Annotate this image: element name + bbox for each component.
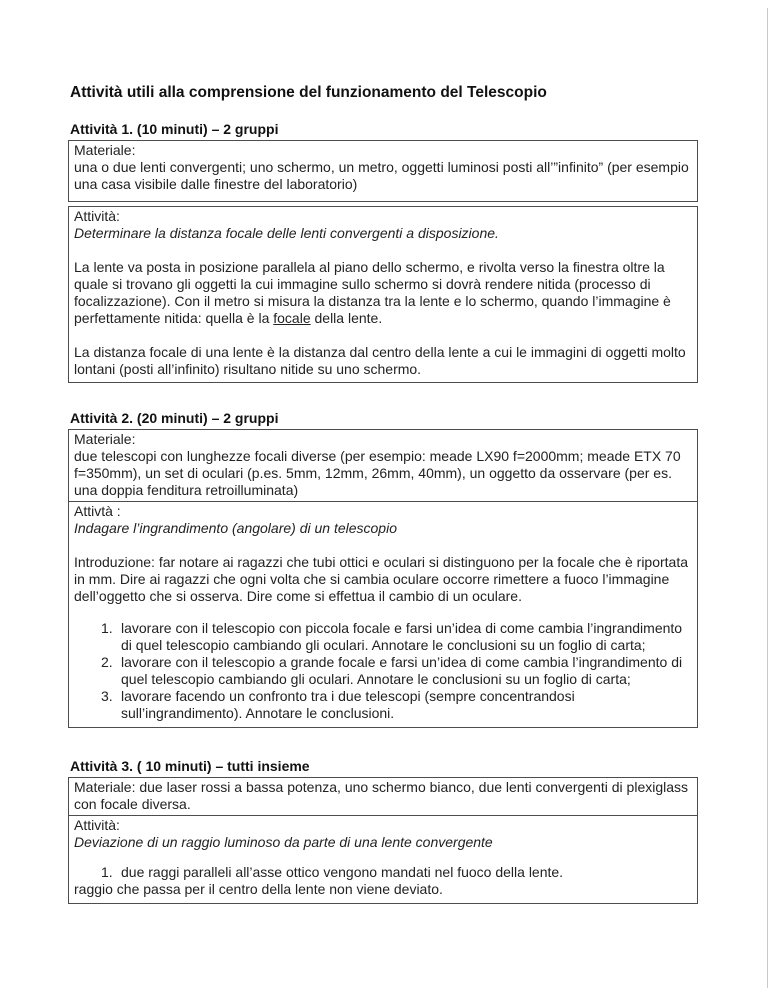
list-item-number: 3. <box>101 688 113 704</box>
activity2-numbered-list <box>74 620 692 722</box>
activity2-intro: Introduzione: far notare ai ragazzi che tubi ottici e oculari si distinguono per la focale che è riportata in mm. Dire ai ragazzi che ogni volta che si cambia oculare occorre rimettere a fuoco l’immagine dell’oggetto che si osserva. Dire come si effettua il cambio di un oculare. <box>74 554 689 604</box>
list-item-number: 1. <box>101 620 113 636</box>
activity3-description: Deviazione di un raggio luminoso da parte di una lente convergente <box>74 834 493 850</box>
list-item-text: lavorare con il telescopio a grande focale e farsi un’idea di come cambia l’ingrandimento di quel telescopio cambiando gli oculari. Annotare le conclusioni su un foglio di carta; <box>121 654 683 687</box>
activity1-paragraph2: La distanza focale di una lente è la distanza dal centro della lente a cui le immagini di oggetti molto lontani (posti all’infinito) risultano nitide su uno schermo. <box>74 344 686 377</box>
activity1-paragraph1-before: La lente va posta in posizione parallela al piano dello schermo, e rivolta verso la finestra oltre la quale si trovano gli oggetti la cui immagine sullo schermo si dovrà rendere nitida (processo di focalizzazione). Con il metro si misura la distanza tra la lente e lo schermo, quando l’immagine è perfettamente nitida: quella è la <box>74 259 671 326</box>
activity2-attivita-row <box>69 501 697 727</box>
activity3-heading: Attività 3. ( 10 minuti) – tutti insieme <box>70 758 310 774</box>
activity3-attivita-label: Attività: <box>74 817 120 833</box>
activity1-attivita-box <box>68 206 698 383</box>
activity1-materiale-box <box>68 140 698 202</box>
activity1-paragraph1-after: della lente. <box>310 310 383 326</box>
activity2-materiale-label: Materiale: <box>74 431 136 447</box>
activity1-heading: Attività 1. (10 minuti) – 2 gruppi <box>70 121 279 137</box>
activity2-attivita-label: Attivtà : <box>74 503 121 519</box>
list-item <box>74 688 692 722</box>
activity2-heading: Attività 2. (20 minuti) – 2 gruppi <box>70 410 279 426</box>
activity3-materiale-text: Materiale: due laser rossi a bassa potenza, uno schermo bianco, due lenti convergenti di plexiglass con focale diversa. <box>74 779 689 812</box>
list-item-text: lavorare con il telescopio con piccola focale e farsi un’idea di come cambia l’ingrandimento di quel telescopio cambiando gli oculari. Annotare le conclusioni su un foglio di carta; <box>121 620 683 653</box>
activity2-materiale-text: due telescopi con lunghezze focali diverse (per esempio: meade LX90 f=2000mm; meade ETX 70 f=350mm), un set di oculari (p.es. 5mm, 12mm, 26mm, 40mm), un oggetto da osservare (per es. una doppia fenditura retroilluminata) <box>74 448 681 498</box>
activity2-materiale-row <box>69 430 697 501</box>
activity1-description: Determinare la distanza focale delle lenti convergenti a disposizione. <box>74 225 499 241</box>
list-item-number: 2. <box>101 654 113 670</box>
activity1-attivita-label: Attività: <box>74 208 120 224</box>
list-item <box>74 864 692 881</box>
activity2-table <box>68 429 698 728</box>
activity3-attivita-row <box>69 815 697 903</box>
list-item-number: 1. <box>101 864 113 880</box>
activity1-paragraph1 <box>74 259 692 327</box>
document-title: Attività utili alla comprensione del funzionamento del Telescopio <box>70 84 547 101</box>
activity1-materiale-text: una o due lenti convergenti; uno schermo, un metro, oggetti luminosi posti all’”infinito” (per esempio una casa visibile dalle finestre del laboratorio) <box>74 159 689 192</box>
list-item-text: due raggi paralleli all’asse ottico vengono mandati nel fuoco della lente. <box>121 864 564 880</box>
activity1-paragraph1-underlined-word: focale <box>273 310 311 326</box>
activity2-description: Indagare l’ingrandimento (angolare) di un telescopio <box>74 520 397 536</box>
activity3-numbered-list <box>74 864 692 881</box>
document-content <box>68 0 698 904</box>
activity3-table <box>68 777 698 904</box>
list-item <box>74 654 692 688</box>
list-item-text: lavorare facendo un confronto tra i due telescopi (sempre concentrandosi sull’ingrandimento). Annotare le conclusioni. <box>121 688 575 721</box>
list-item <box>74 620 692 654</box>
activity3-materiale-row <box>69 778 697 815</box>
activity3-continuation-line: raggio che passa per il centro della lente non viene deviato. <box>74 881 443 897</box>
activity1-materiale-label: Materiale: <box>74 142 136 158</box>
